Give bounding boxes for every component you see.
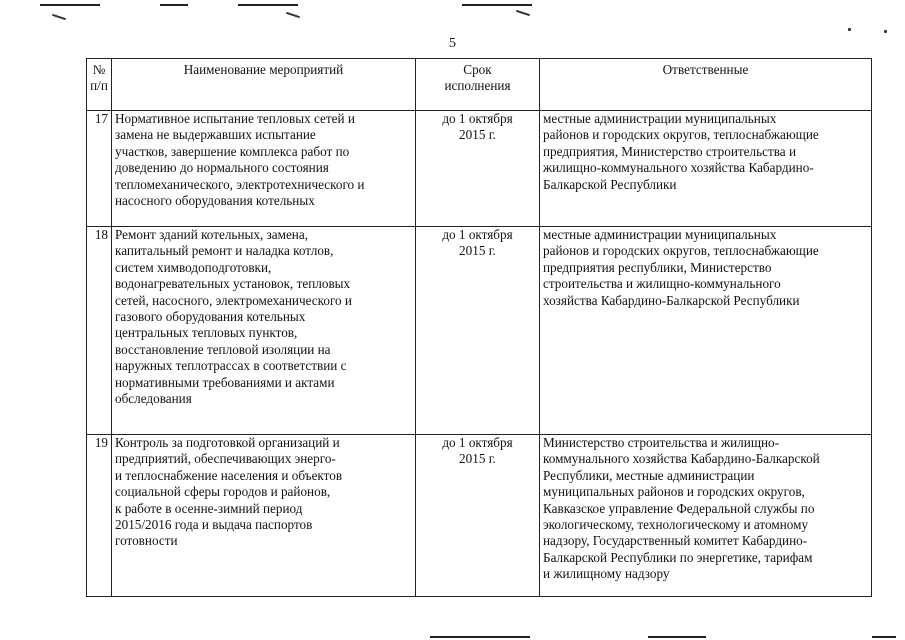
deadline-cell xyxy=(416,227,540,435)
responsible-line: предприятия республики, Министерство xyxy=(543,259,772,275)
activity-line: Контроль за подготовкой организаций и xyxy=(115,435,340,450)
activity-line: Ремонт зданий котельных, замена, xyxy=(115,227,309,242)
responsible-cell xyxy=(540,435,872,597)
activity-line: водонагревательных установок, тепловых xyxy=(115,276,351,292)
activity-line: Нормативное испытание тепловых сетей и xyxy=(115,111,355,126)
row-number: 19 xyxy=(87,435,112,597)
schedule-table xyxy=(86,58,872,597)
responsible-line: строительства и жилищно-коммунального xyxy=(543,276,781,292)
activity-name-cell xyxy=(112,111,416,227)
responsible-line: районов и городских округов, теплоснабжающие xyxy=(543,127,819,143)
header-responsible-line: Ответственные xyxy=(662,62,749,77)
responsible-line: Республики, местные администрации xyxy=(543,467,755,483)
scan-artifact-dot xyxy=(848,28,851,31)
activity-line: обследования xyxy=(115,391,192,407)
activity-line: систем химводоподготовки, xyxy=(115,259,272,275)
header-responsible xyxy=(540,59,872,111)
header-name-line: Наименование мероприятий xyxy=(183,62,344,77)
scan-artifact-tick xyxy=(516,10,530,16)
activity-line: к работе в осенне-зимний период xyxy=(115,500,303,516)
deadline-line: 2015 г. xyxy=(459,243,496,259)
responsible-line: экологическому, технологическому и атомному xyxy=(543,517,809,533)
activity-line: центральных тепловых пунктов, xyxy=(115,325,298,341)
responsible-line: Кавказское управление Федеральной службы по xyxy=(543,500,815,516)
deadline-line: 2015 г. xyxy=(459,127,496,143)
activity-name-cell xyxy=(112,435,416,597)
responsible-line: Балкарской Республики xyxy=(543,176,677,192)
activity-line: социальной сферы городов и районов, xyxy=(115,484,331,500)
responsible-line: муниципальных районов и городских округов, xyxy=(543,484,805,500)
responsible-line: районов и городских округов, теплоснабжающие xyxy=(543,243,819,259)
deadline-line: до 1 октября xyxy=(442,111,513,126)
deadline-cell xyxy=(416,111,540,227)
deadline-cell xyxy=(416,435,540,597)
header-term-line: Срок xyxy=(463,62,492,77)
responsible-line: предприятия, Министерство строительства и xyxy=(543,143,797,159)
table-header-row xyxy=(87,59,872,111)
scan-artifact-line xyxy=(648,636,706,638)
deadline-line: 2015 г. xyxy=(459,451,496,467)
responsible-line: и жилищному надзору xyxy=(543,566,670,582)
table-row xyxy=(87,111,872,227)
header-num xyxy=(87,59,112,111)
scan-artifact-line xyxy=(238,4,298,6)
responsible-line: коммунального хозяйства Кабардино-Балкарской xyxy=(543,451,820,467)
activity-line: 2015/2016 года и выдача паспортов xyxy=(115,517,313,533)
activity-line: доведению до нормального состояния xyxy=(115,160,329,176)
header-name xyxy=(112,59,416,111)
activity-line: сетей, насосного, электромеханического и xyxy=(115,292,352,308)
activity-line: газового оборудования котельных xyxy=(115,309,306,325)
activity-name-cell xyxy=(112,227,416,435)
table-row xyxy=(87,227,872,435)
activity-line: предприятий, обеспечивающих энерго- xyxy=(115,451,336,467)
header-num-line: № xyxy=(92,62,106,77)
deadline-line: до 1 октября xyxy=(442,435,513,450)
responsible-cell xyxy=(540,227,872,435)
responsible-line: хозяйства Кабардино-Балкарской Республики xyxy=(543,292,800,308)
scan-artifact-line xyxy=(430,636,530,638)
row-number: 18 xyxy=(87,227,112,435)
responsible-line: местные администрации муниципальных xyxy=(543,227,777,242)
scan-artifact-line xyxy=(40,4,100,6)
responsible-line: местные администрации муниципальных xyxy=(543,111,777,126)
activity-line: капитальный ремонт и наладка котлов, xyxy=(115,243,334,259)
scan-artifact-line xyxy=(872,636,896,638)
responsible-cell xyxy=(540,111,872,227)
activity-line: насосного оборудования котельных xyxy=(115,193,315,209)
activity-line: замена не выдержавших испытание xyxy=(115,127,316,143)
scan-artifact-dot xyxy=(884,30,887,33)
deadline-line: до 1 октября xyxy=(442,227,513,242)
activity-line: готовности xyxy=(115,533,178,549)
activity-line: участков, завершение комплекса работ по xyxy=(115,143,350,159)
responsible-line: надзору, Государственный комитет Кабардино- xyxy=(543,533,808,549)
scan-artifact-line xyxy=(160,4,188,6)
page-number: 5 xyxy=(449,36,456,51)
activity-line: восстановление тепловой изоляции на xyxy=(115,341,331,357)
responsible-line: Министерство строительства и жилищно- xyxy=(543,435,780,450)
table-row xyxy=(87,435,872,597)
row-number: 17 xyxy=(87,111,112,227)
header-num-line: п/п xyxy=(90,78,108,94)
activity-line: тепломеханического, электротехнического и xyxy=(115,176,365,192)
activity-line: и теплоснабжение населения и объектов xyxy=(115,467,343,483)
scan-artifact-tick xyxy=(52,14,66,20)
header-term-line: исполнения xyxy=(444,78,511,94)
header-term xyxy=(416,59,540,111)
responsible-line: Балкарской Республики по энергетике, тарифам xyxy=(543,549,813,565)
activity-line: нормативными требованиями и актами xyxy=(115,374,335,390)
responsible-line: жилищно-коммунального хозяйства Кабардино- xyxy=(543,160,814,176)
scan-artifact-tick xyxy=(286,12,300,18)
activity-line: наружных теплотрассах в соответствии с xyxy=(115,358,347,374)
scan-artifact-line xyxy=(462,4,532,6)
